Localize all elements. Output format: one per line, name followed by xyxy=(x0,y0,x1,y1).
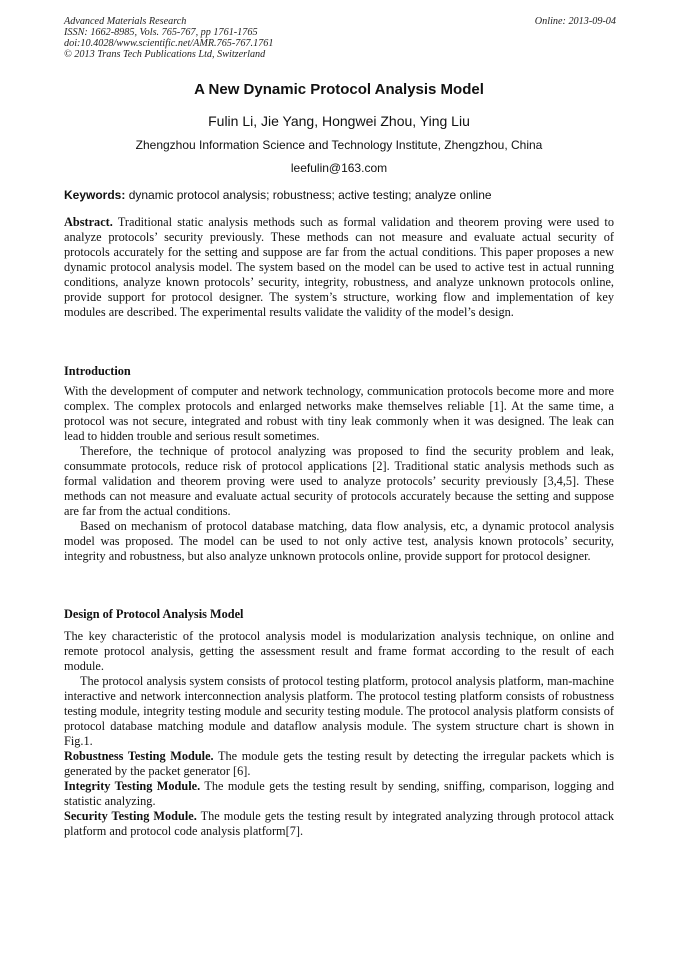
keywords-text: dynamic protocol analysis; robustness; active testing; analyze online xyxy=(125,188,492,202)
introduction-section xyxy=(64,364,614,564)
security-module-text: The module gets the testing result by integrated analyzing through protocol attack platform and protocol code analysis platform[7]. xyxy=(64,809,614,838)
keywords-label: Keywords: xyxy=(64,188,126,202)
doi-line: doi:10.4028/www.scientific.net/AMR.765-767.1761 xyxy=(64,38,274,49)
introduction-heading: Introduction xyxy=(64,364,131,378)
integrity-module-text: The module gets the testing result by sending, sniffing, comparison, logging and statistic analyzing. xyxy=(64,779,614,808)
keywords-line xyxy=(64,188,624,202)
issn-line: ISSN: 1662-8985, Vols. 765-767, pp 1761-1765 xyxy=(64,27,258,38)
integrity-module-label: Integrity Testing Module. xyxy=(64,779,201,793)
author-list: Fulin Li, Jie Yang, Hongwei Zhou, Ying Liu xyxy=(208,113,470,129)
design-paragraph-2: The protocol analysis system consists of protocol testing platform, protocol analysis platform, man-machine interactive and network interconnection analysis platform. The protocol testing platform consists of robustness testing module, integrity testing module and security testing module. The protocol analysis platform consists of protocol database matching module and dataflow analysis module. The system structure chart is shown in Fig.1. xyxy=(64,674,614,748)
robustness-module-label: Robustness Testing Module. xyxy=(64,749,214,763)
online-date: Online: 2013-09-04 xyxy=(534,16,616,27)
paper-title: A New Dynamic Protocol Analysis Model xyxy=(194,81,484,98)
abstract-section xyxy=(64,215,614,320)
copyright-line: © 2013 Trans Tech Publications Ltd, Switzerland xyxy=(64,49,266,60)
design-paragraph-1: The key characteristic of the protocol analysis model is modularization analysis technique, on online and remote protocol analysis, getting the assessment result and frame format according to the result of each module. xyxy=(64,629,614,673)
abstract-text: Traditional static analysis methods such as formal validation and theorem proving were used to analyze protocols’ security previously. These methods can not measure and evaluate actual security of protocols accurately for the setting and suppose are far from the actual conditions. This paper proposes a new dynamic protocol analysis model. The system based on the model can be used to active test in actual running conditions, analyze known protocols’ security, integrity, robustness, and analyze unknown protocols online, provide support for protocol designer. The system’s structure, working flow and implementation of key modules are described. The experimental results validate the validity of the model’s design. xyxy=(64,215,614,319)
intro-paragraph-2: Therefore, the technique of protocol analyzing was proposed to find the security problem and leak, consummate protocols, reduce risk of protocol applications [2]. Traditional static analysis methods such as formal validation and theorem proving were used to analyze protocols’ security previously [3,4,5]. These methods can not measure and evaluate actual security of protocols accurately because the setting and suppose are far from the actual conditions. xyxy=(64,444,614,518)
intro-paragraph-1: With the development of computer and network technology, communication protocols become more and more complex. The complex protocols and enlarged networks make themselves reliable [1]. At the same time, a protocol was not secure, integrated and robust with tiny leak commonly when it was designed. The leak can lead to hidden trouble and serious result sometimes. xyxy=(64,384,614,443)
design-section xyxy=(64,607,614,839)
intro-paragraph-3: Based on mechanism of protocol database matching, data flow analysis, etc, a dynamic protocol analysis model was proposed. The model can be used to not only active test, analysis known protocols’ security, integrity and robustness, but also analyze unknown protocols online, provide support for protocol designer. xyxy=(64,519,614,563)
abstract-label: Abstract. xyxy=(64,215,113,229)
contact-email: leefulin@163.com xyxy=(290,161,388,175)
journal-header xyxy=(64,16,616,60)
security-module-label: Security Testing Module. xyxy=(64,809,197,823)
affiliation: Zhengzhou Information Science and Technology Institute, Zhengzhou, China xyxy=(135,138,543,152)
journal-name: Advanced Materials Research xyxy=(64,16,187,27)
security-module-paragraph xyxy=(64,809,614,839)
integrity-module-paragraph xyxy=(64,779,614,809)
robustness-module-text: The module gets the testing result by detecting the irregular packets which is generated by the packet generator [6]. xyxy=(64,749,615,778)
robustness-module-paragraph xyxy=(64,749,614,779)
design-heading: Design of Protocol Analysis Model xyxy=(64,607,244,621)
